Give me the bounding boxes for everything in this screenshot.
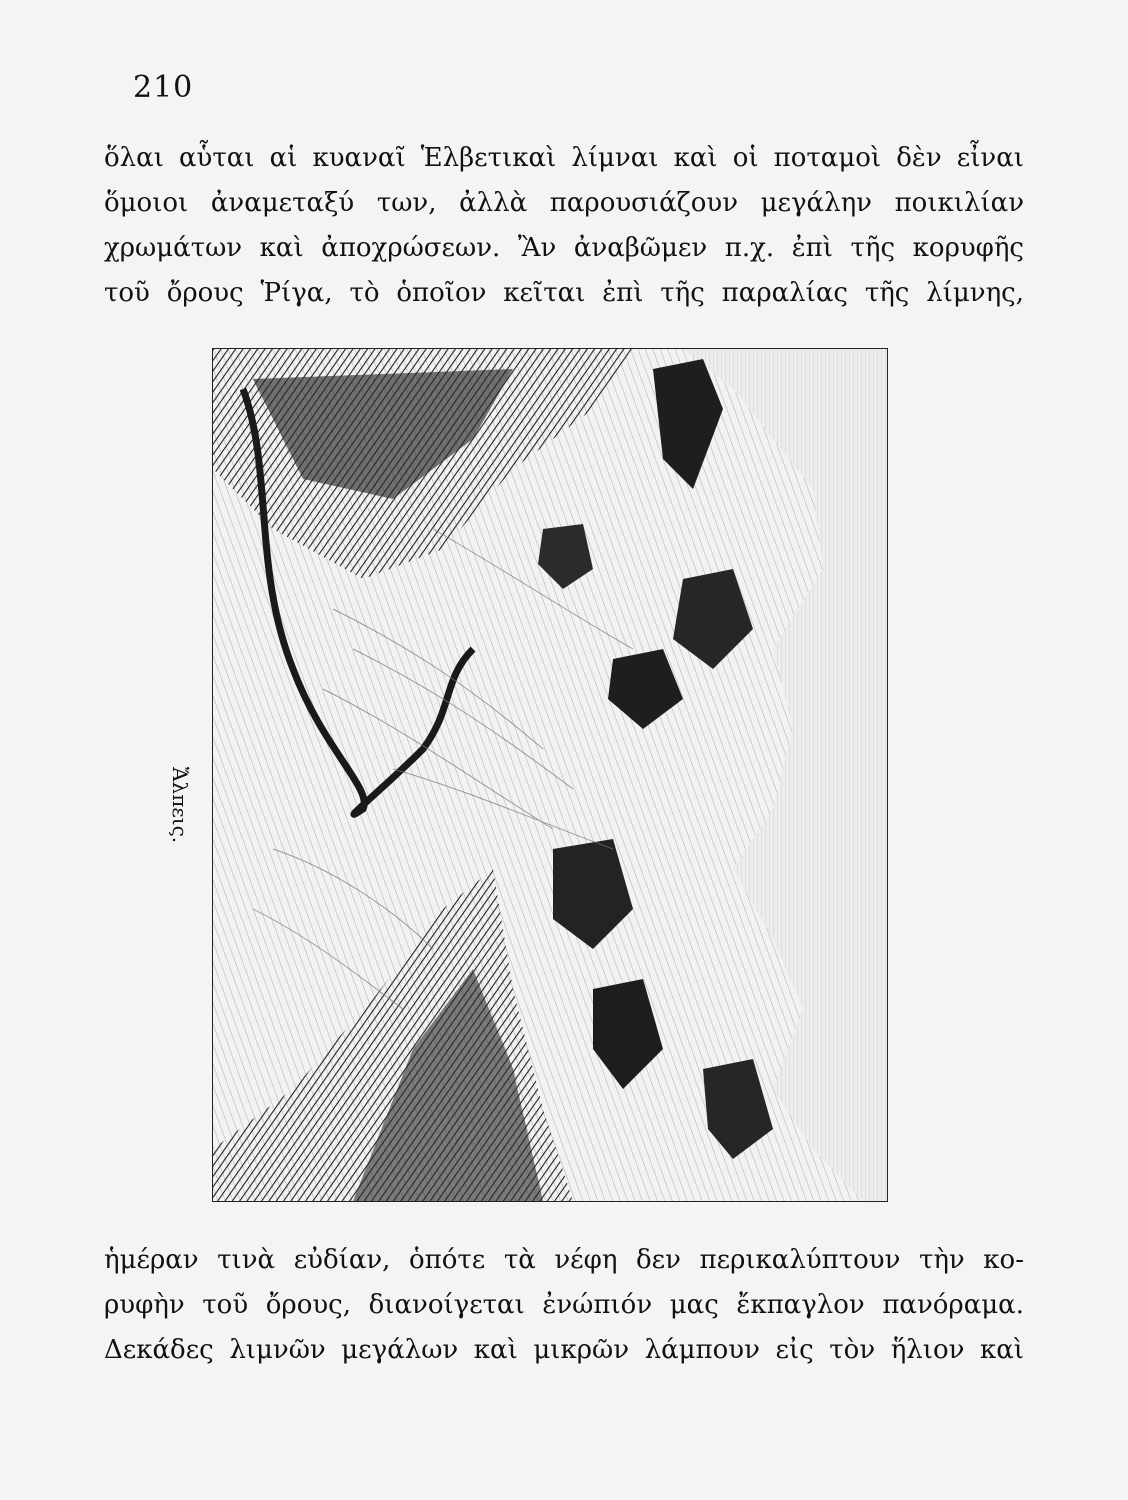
text-line: ὅλαι αὗται αἱ κυαναῖ Ἑλβετικαὶ λίμναι καὶ οἱ ποταμοὶ δὲν εἶναι bbox=[104, 143, 1024, 173]
figure-caption: Ἄλπεις. bbox=[168, 766, 192, 844]
text-line: ὅμοιοι ἀναμεταξύ των, ἀλλὰ παρουσιάζουν μεγάλην ποικιλίαν bbox=[104, 188, 1024, 218]
page-number: 210 bbox=[133, 70, 194, 105]
bottom-paragraph bbox=[104, 1238, 1024, 1373]
text-line: ρυφὴν τοῦ ὄρους, διανοίγεται ἐνώπιόν μας ἔκπαγλον πανόραμα. bbox=[104, 1290, 1024, 1320]
text-line: χρωμάτων καὶ ἀποχρώσεων. Ἂν ἀναβῶμεν π.χ. ἐπὶ τῆς κορυφῆς bbox=[104, 233, 1024, 263]
alps-engraving bbox=[212, 348, 888, 1202]
text-line: Δεκάδες λιμνῶν μεγάλων καὶ μικρῶν λάμπουν εἰς τὸν ἥλιον καὶ bbox=[104, 1335, 1024, 1365]
alps-engraving-drawing bbox=[213, 349, 887, 1201]
figure-caption-wrapper bbox=[160, 740, 200, 870]
text-line: ἡμέραν τινὰ εὐδίαν, ὁπότε τὰ νέφη δεν περικαλύπτουν τὴν κο- bbox=[104, 1245, 1024, 1275]
text-line: τοῦ ὄρους Ῥίγα, τὸ ὁποῖον κεῖται ἐπὶ τῆς παραλίας τῆς λίμνης, bbox=[104, 278, 1024, 308]
top-paragraph bbox=[104, 136, 1024, 316]
